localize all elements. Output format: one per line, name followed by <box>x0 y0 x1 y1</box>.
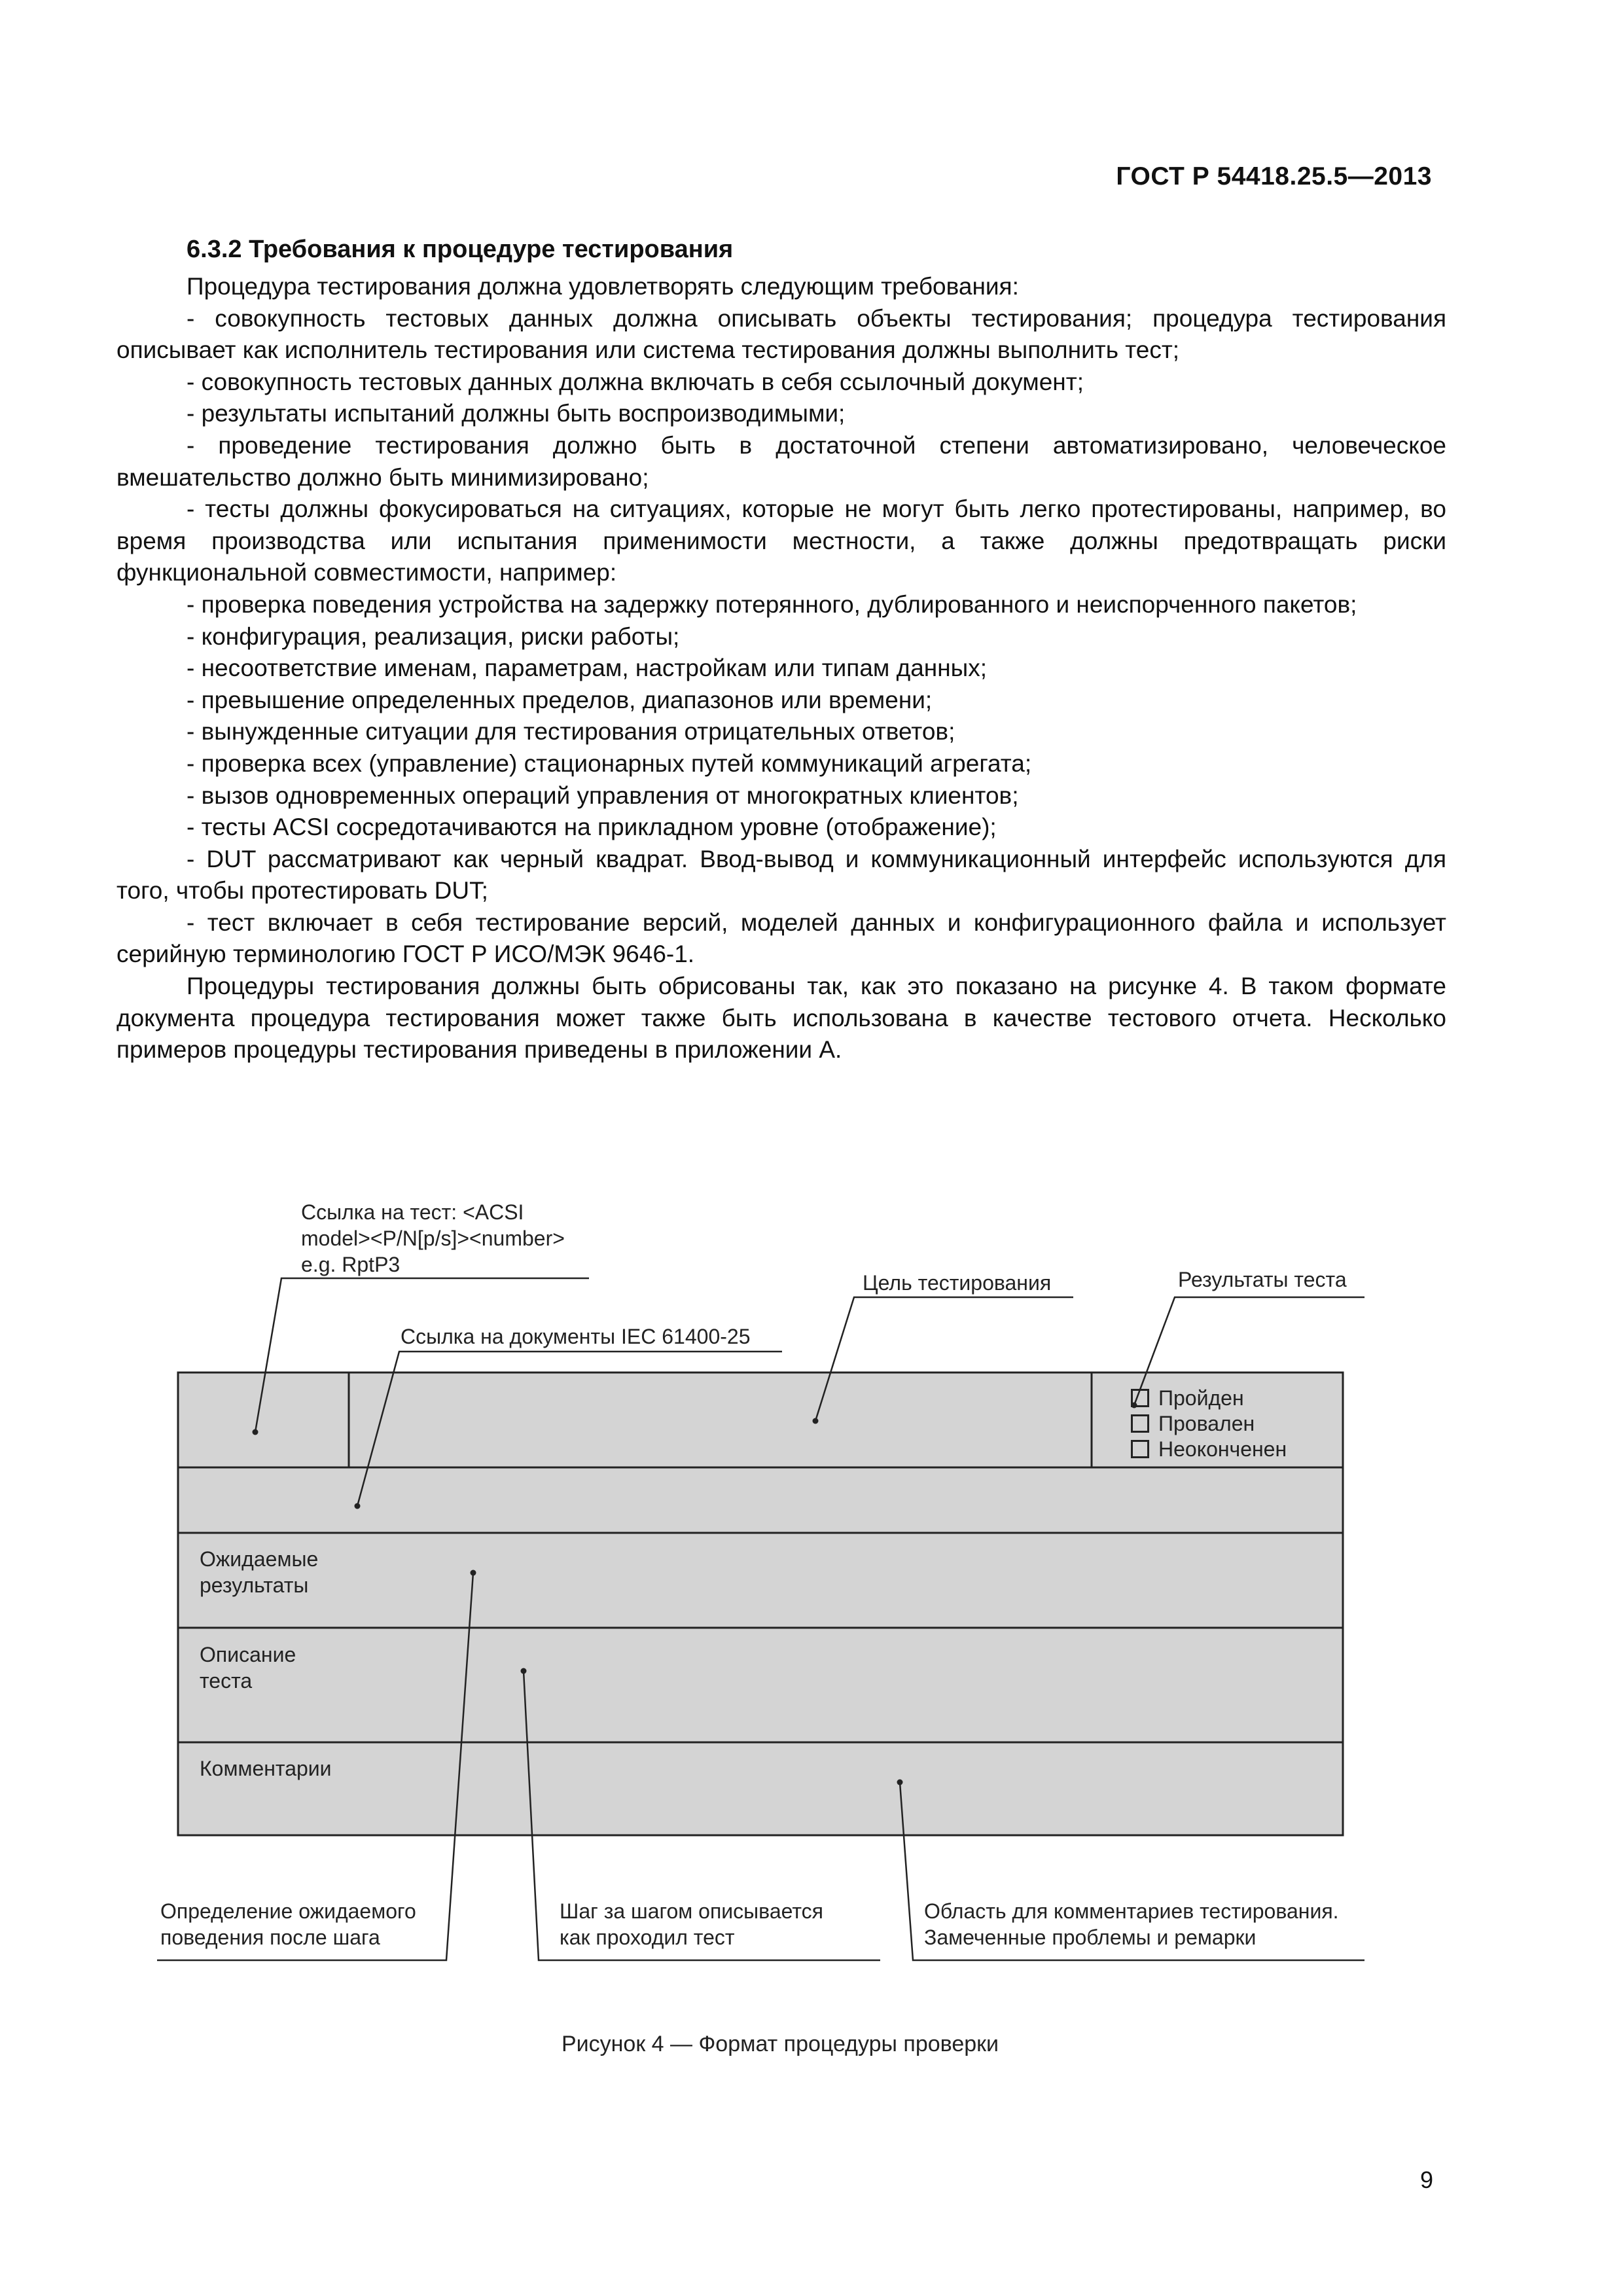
label-line: Описание <box>200 1643 296 1666</box>
leader-dot <box>355 1503 361 1509</box>
label-line: model><P/N[p/s]><number> <box>301 1227 565 1250</box>
paragraph: Процедура тестирования должна удовлетворять следующим требования: <box>187 273 1019 300</box>
label-line: Замеченные проблемы и ремарки <box>924 1926 1257 1949</box>
label-line: Ожидаемые <box>200 1547 319 1571</box>
paragraph: - вынужденные ситуации для тестирования отрицательных ответов; <box>187 718 955 745</box>
paragraph: - несоответствие именам, параметрам, настройкам или типам данных; <box>187 655 988 682</box>
form-row-description <box>178 1628 1343 1742</box>
leader-dot <box>471 1570 476 1576</box>
paragraph: - DUT рассматривают как черный квадрат. Ввод-вывод и коммуникационный интерфейс используются для того, чтобы протестировать DUT; <box>116 845 1446 905</box>
label-test-results: Результаты теста <box>1178 1268 1347 1291</box>
paragraph: - тест включает в себя тестирование версий, моделей данных и конфигурационного файла и использует серийную терминологию ГОСТ Р ИСО/МЭК 9646-1. <box>116 908 1446 968</box>
row-label-description <box>200 1641 296 1694</box>
paragraph: - превышение определенных пределов, диапазонов или времени; <box>187 686 933 713</box>
form-row-expected <box>178 1533 1343 1628</box>
bottom-label-comments <box>924 1898 1339 1950</box>
label-test-goal: Цель тестирования <box>863 1271 1052 1295</box>
label-line: поведения после шага <box>160 1926 380 1949</box>
paragraph: - совокупность тестовых данных должна включать в себя ссылочный документ; <box>187 368 1084 395</box>
checkbox-icon <box>1131 1389 1149 1407</box>
leader-dot <box>253 1429 259 1435</box>
form-row-docref <box>178 1467 1343 1533</box>
label-line: Область для комментариев тестирования. <box>924 1899 1339 1923</box>
bottom-label-steps <box>560 1898 823 1950</box>
label-line: Ссылка на тест: <ACSI <box>301 1200 524 1224</box>
form-row-comments <box>178 1742 1343 1835</box>
row-label-comments: Комментарии <box>200 1757 332 1780</box>
label-doc-ref: Ссылка на документы IEC 61400-25 <box>401 1325 751 1348</box>
checkbox-failed <box>1131 1411 1255 1436</box>
paragraph: - тесты должны фокусироваться на ситуациях, которые не могут быть легко протестированы, например, во время производства или испытания применимости местности, а также должны предотвращать риски функциональной совместимости, например: <box>116 495 1446 586</box>
checkbox-label: Провален <box>1158 1412 1255 1435</box>
checkbox-icon <box>1131 1414 1149 1433</box>
checkbox-label: Неоконченен <box>1158 1437 1287 1461</box>
label-test-ref <box>301 1199 565 1278</box>
paragraph: - проведение тестирования должно быть в достаточной степени автоматизировано, человеческое вмешательство должно быть минимизировано; <box>116 431 1446 491</box>
checkbox-label: Пройден <box>1158 1386 1244 1410</box>
paragraph: - совокупность тестовых данных должна описывать объекты тестирования; процедура тестирования описывает как исполнитель тестирования или система тестирования должны выполнить тест; <box>116 304 1446 364</box>
checkbox-incomplete <box>1131 1437 1287 1462</box>
paragraph: - вызов одновременных операций управления от многократных клиентов; <box>187 781 1019 809</box>
leader-dot <box>813 1418 819 1424</box>
section-title: 6.3.2 Требования к процедуре тестирования <box>187 236 734 263</box>
doc-code: ГОСТ Р 54418.25.5—2013 <box>1116 162 1432 190</box>
paragraph: Процедуры тестирования должны быть обрисованы так, как это показано на рисунке 4. В таком формате документа процедура тестирования может также быть использована в качестве тестового отчета. Несколько примеров процедуры тестирования приведены в приложении А. <box>116 973 1446 1064</box>
page-number: 9 <box>1419 2166 1433 2193</box>
row-label-expected <box>200 1546 318 1598</box>
label-line: Определение ожидаемого <box>160 1899 416 1923</box>
label-line: Шаг за шагом описывается <box>560 1899 823 1923</box>
label-line: как проходил тест <box>560 1926 735 1949</box>
leader-dot <box>521 1668 527 1674</box>
checkbox-icon <box>1131 1440 1149 1458</box>
leader-dot <box>897 1780 903 1785</box>
label-line: результаты <box>200 1573 309 1597</box>
checkbox-passed <box>1131 1386 1244 1410</box>
paragraph: - конфигурация, реализация, риски работы; <box>187 622 680 650</box>
bottom-label-expected <box>160 1898 416 1950</box>
paragraph: - тесты ACSI сосредотачиваются на прикладном уровне (отображение); <box>187 814 997 841</box>
body-text <box>116 271 1446 1066</box>
paragraph: - проверка всех (управление) стационарных путей коммуникаций агрегата; <box>187 749 1032 777</box>
paragraph: - результаты испытаний должны быть воспроизводимыми; <box>187 400 846 427</box>
figure-caption: Рисунок 4 — Формат процедуры проверки <box>561 2032 999 2056</box>
figure-4 <box>0 1152 1623 2068</box>
label-line: e.g. RptP3 <box>301 1253 401 1276</box>
label-line: теста <box>200 1669 253 1693</box>
paragraph: - проверка поведения устройства на задержку потерянного, дублированного и неиспорченного пакетов; <box>187 590 1357 618</box>
